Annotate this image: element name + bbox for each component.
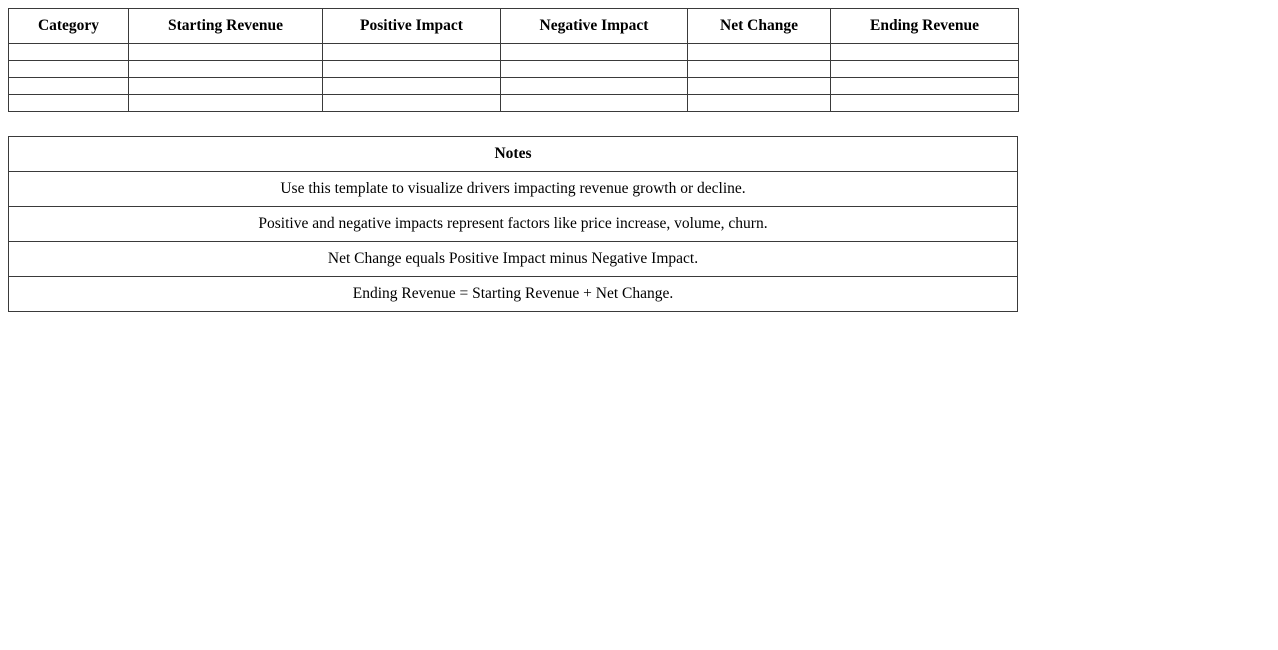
column-header-category: Category	[9, 9, 129, 44]
table-cell[interactable]	[323, 61, 501, 78]
column-header-net-change: Net Change	[688, 9, 831, 44]
table-cell[interactable]	[831, 61, 1019, 78]
notes-header: Notes	[9, 137, 1018, 172]
table-cell[interactable]	[323, 78, 501, 95]
note-text: Positive and negative impacts represent factors like price increase, volume, churn.	[9, 207, 1018, 242]
table-row	[9, 44, 1019, 61]
table-row	[9, 61, 1019, 78]
table-cell[interactable]	[501, 95, 688, 112]
table-cell[interactable]	[9, 95, 129, 112]
page-content	[8, 8, 1018, 312]
table-cell[interactable]	[688, 95, 831, 112]
note-text: Use this template to visualize drivers impacting revenue growth or decline.	[9, 172, 1018, 207]
revenue-table-header-row	[9, 9, 1019, 44]
note-row	[9, 277, 1018, 312]
table-cell[interactable]	[831, 44, 1019, 61]
table-cell[interactable]	[9, 78, 129, 95]
table-cell[interactable]	[129, 44, 323, 61]
table-cell[interactable]	[688, 78, 831, 95]
note-text: Net Change equals Positive Impact minus Negative Impact.	[9, 242, 1018, 277]
table-cell[interactable]	[9, 61, 129, 78]
table-cell[interactable]	[501, 44, 688, 61]
table-cell[interactable]	[129, 61, 323, 78]
table-cell[interactable]	[501, 78, 688, 95]
table-cell[interactable]	[129, 95, 323, 112]
notes-header-row	[9, 137, 1018, 172]
table-cell[interactable]	[129, 78, 323, 95]
table-cell[interactable]	[323, 44, 501, 61]
table-row	[9, 95, 1019, 112]
note-row	[9, 172, 1018, 207]
table-cell[interactable]	[831, 78, 1019, 95]
note-row	[9, 207, 1018, 242]
column-header-positive-impact: Positive Impact	[323, 9, 501, 44]
table-cell[interactable]	[501, 61, 688, 78]
column-header-starting-revenue: Starting Revenue	[129, 9, 323, 44]
note-text: Ending Revenue = Starting Revenue + Net Change.	[9, 277, 1018, 312]
notes-table	[8, 136, 1018, 312]
table-cell[interactable]	[9, 44, 129, 61]
table-cell[interactable]	[688, 61, 831, 78]
table-cell[interactable]	[323, 95, 501, 112]
note-row	[9, 242, 1018, 277]
column-header-ending-revenue: Ending Revenue	[831, 9, 1019, 44]
column-header-negative-impact: Negative Impact	[501, 9, 688, 44]
table-cell[interactable]	[831, 95, 1019, 112]
table-cell[interactable]	[688, 44, 831, 61]
table-row	[9, 78, 1019, 95]
revenue-table	[8, 8, 1019, 112]
